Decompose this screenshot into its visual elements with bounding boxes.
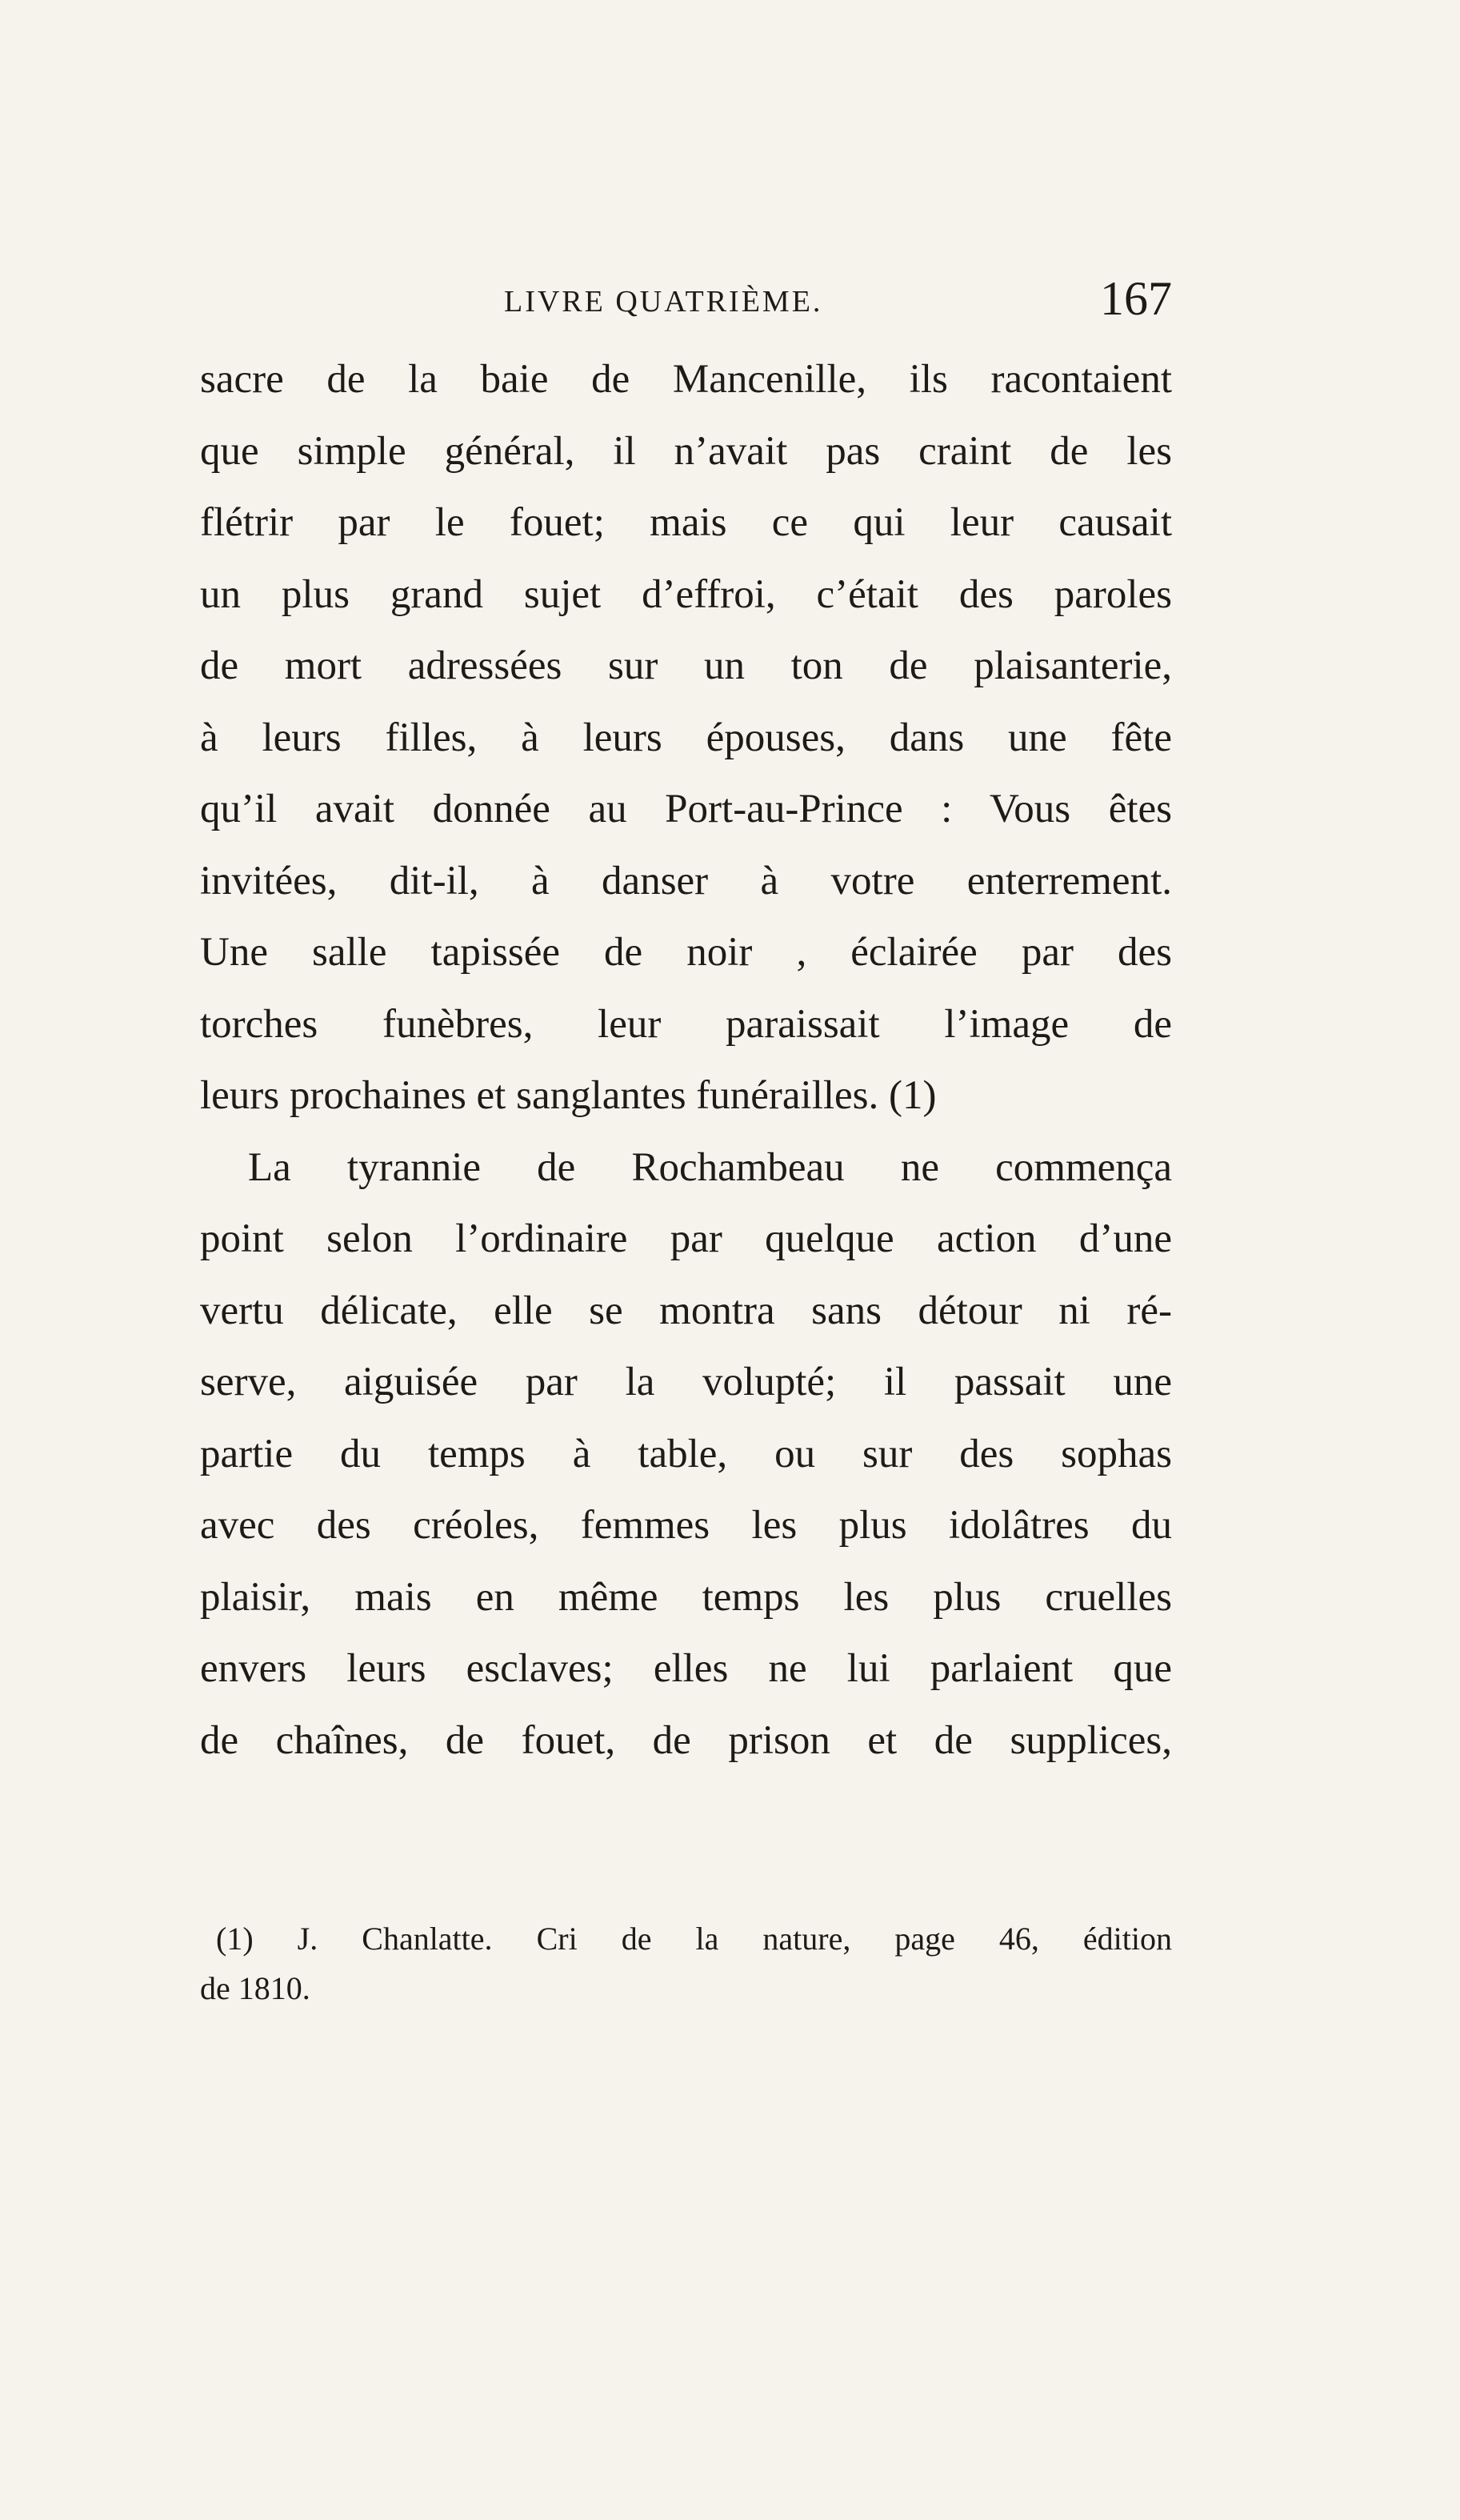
text-line: torches funèbres, leur paraissait l’image de — [200, 1001, 1172, 1047]
text-line: que simple général, il n’avait pas craint de les — [200, 428, 1172, 474]
text-line: partie du temps à table, ou sur des sophas — [200, 1431, 1172, 1476]
text-line: Une salle tapissée de noir , éclairée par des — [200, 930, 1172, 975]
text-line: serve, aiguisée par la volupté; il passait une — [200, 1360, 1172, 1404]
text-line: flétrir par le fouet; mais ce qui leur causait — [200, 500, 1172, 545]
text-line: sacre de la baie de Mancenille, ils racontaient — [200, 357, 1172, 402]
page-header — [200, 272, 1172, 340]
running-head: LIVRE QUATRIÈME. — [504, 285, 823, 319]
text-line: de chaînes, de fouet, de prison et de supplices, — [200, 1717, 1172, 1763]
text-line: plaisir, mais en même temps les plus cruelles — [200, 1574, 1172, 1620]
footnote-line: (1) J. Chanlatte. Cri de la nature, page 46, édition — [216, 1921, 1172, 1957]
footnote-line: de 1810. — [200, 1970, 310, 2006]
text-line: envers leurs esclaves; elles ne lui parlaient que — [200, 1646, 1172, 1691]
text-line: vertu délicate, elle se montra sans détour ni ré- — [200, 1288, 1172, 1333]
text-line: qu’il avait donnée au Port-au-Prince : Vous êtes — [200, 787, 1172, 831]
text-line: avec des créoles, femmes les plus idolâtres du — [200, 1503, 1172, 1548]
footnote — [200, 1914, 1172, 2013]
text-line: de mort adressées sur un ton de plaisanterie, — [200, 643, 1172, 688]
paragraph-start-line: La tyrannie de Rochambeau ne commença — [248, 1144, 1172, 1190]
text-line: un plus grand sujet d’effroi, c’était des paroles — [200, 571, 1172, 617]
body-text — [200, 344, 1172, 1777]
text-line: à leurs filles, à leurs épouses, dans une fête — [200, 715, 1172, 760]
text-line: invitées, dit-il, à danser à votre enterrement. — [200, 858, 1172, 903]
text-line: leurs prochaines et sanglantes funérailles. (1) — [200, 1073, 937, 1118]
page-number: 167 — [1100, 272, 1172, 325]
text-line: point selon l’ordinaire par quelque action d’une — [200, 1216, 1172, 1261]
